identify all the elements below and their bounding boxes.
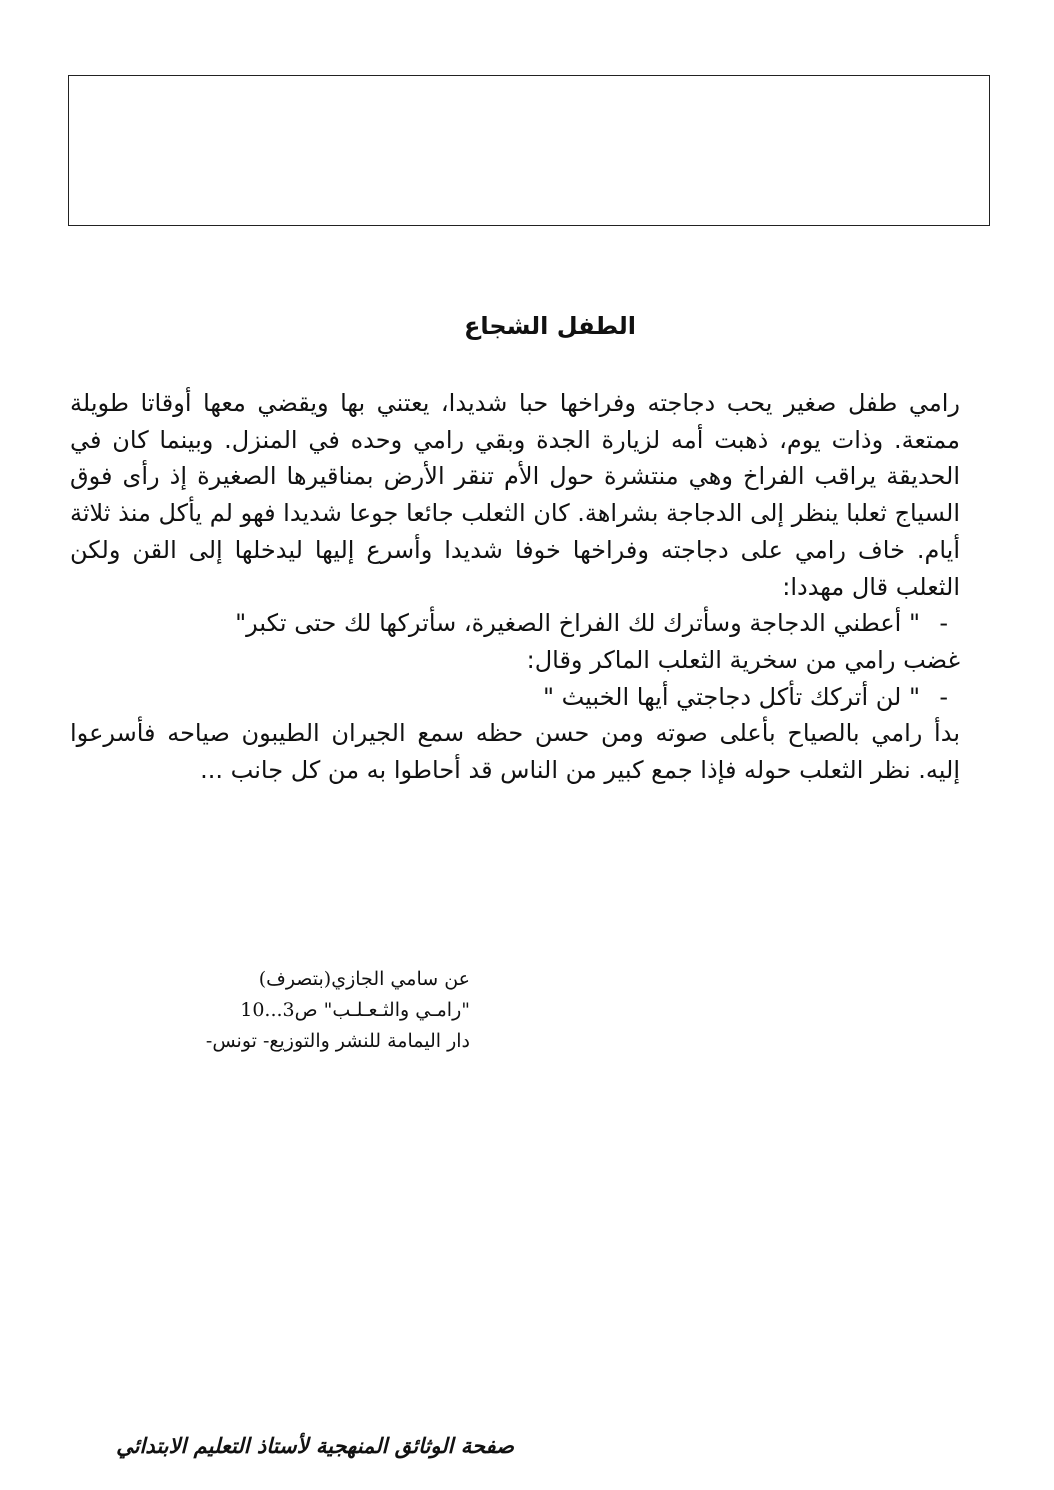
- source-book: "رامـي والثـعـلـب" ص3...10: [240, 999, 470, 1021]
- page-footer: صفحة الوثائق المنهجية لأستاذ التعليم الابتدائي: [116, 1433, 514, 1458]
- dialogue-text-2: " لن أتركك تأكل دجاجتي أيها الخبيث ": [542, 682, 920, 711]
- dialogue-dash: -: [939, 682, 948, 711]
- dialogue-line-1: [70, 605, 960, 642]
- story-body: [70, 385, 960, 789]
- story-paragraph-1: رامي طفل صغير يحب دجاجته وفراخها حبا شديدا، يعتني بها ويقضي معها أوقاتا طويلة ممتعة. وذات يوم، ذهبت أمه لزيارة الجدة وبقي رامي وحده في المنزل. وبينما كان في الحديقة يراقب الفراخ وهي منتشرة حول الأم تنقر الأرض بمناقيرها الصغيرة إذ رأى فوق السياج ثعلبا ينظر إلى الدجاجة بشراهة. كان الثعلب جائعا جوعا شديدا فهو لم يأكل منذ ثلاثة أيام. خاف رامي على دجاجته وفراخها خوفا شديدا وأسرع إليها ليدخلها إلى القن ولكن الثعلب قال مهددا:: [69, 389, 960, 601]
- dialogue-text-1: " أعطني الدجاجة وسأترك لك الفراخ الصغيرة، سأتركها لك حتى تكبر": [235, 609, 920, 638]
- dialogue-dash: -: [939, 609, 948, 638]
- source-author: عن سامي الجازي(بتصرف): [258, 968, 470, 990]
- story-paragraph-3: بدأ رامي بالصياح بأعلى صوته ومن حسن حظه سمع الجيران الطيبون صياحه فأسرعوا إليه. نظر الثعلب حوله فإذا جمع كبير من الناس قد أحاطوا به من كل جانب ...: [70, 719, 960, 785]
- dialogue-line-2: [70, 679, 960, 716]
- page-title: الطفل الشجاع: [463, 312, 637, 340]
- source-publisher: دار اليمامة للنشر والتوزيع- تونس-: [205, 1030, 470, 1052]
- source-citation: [140, 964, 470, 1057]
- header-box: [68, 75, 990, 226]
- story-paragraph-2: غضب رامي من سخرية الثعلب الماكر وقال:: [526, 645, 960, 674]
